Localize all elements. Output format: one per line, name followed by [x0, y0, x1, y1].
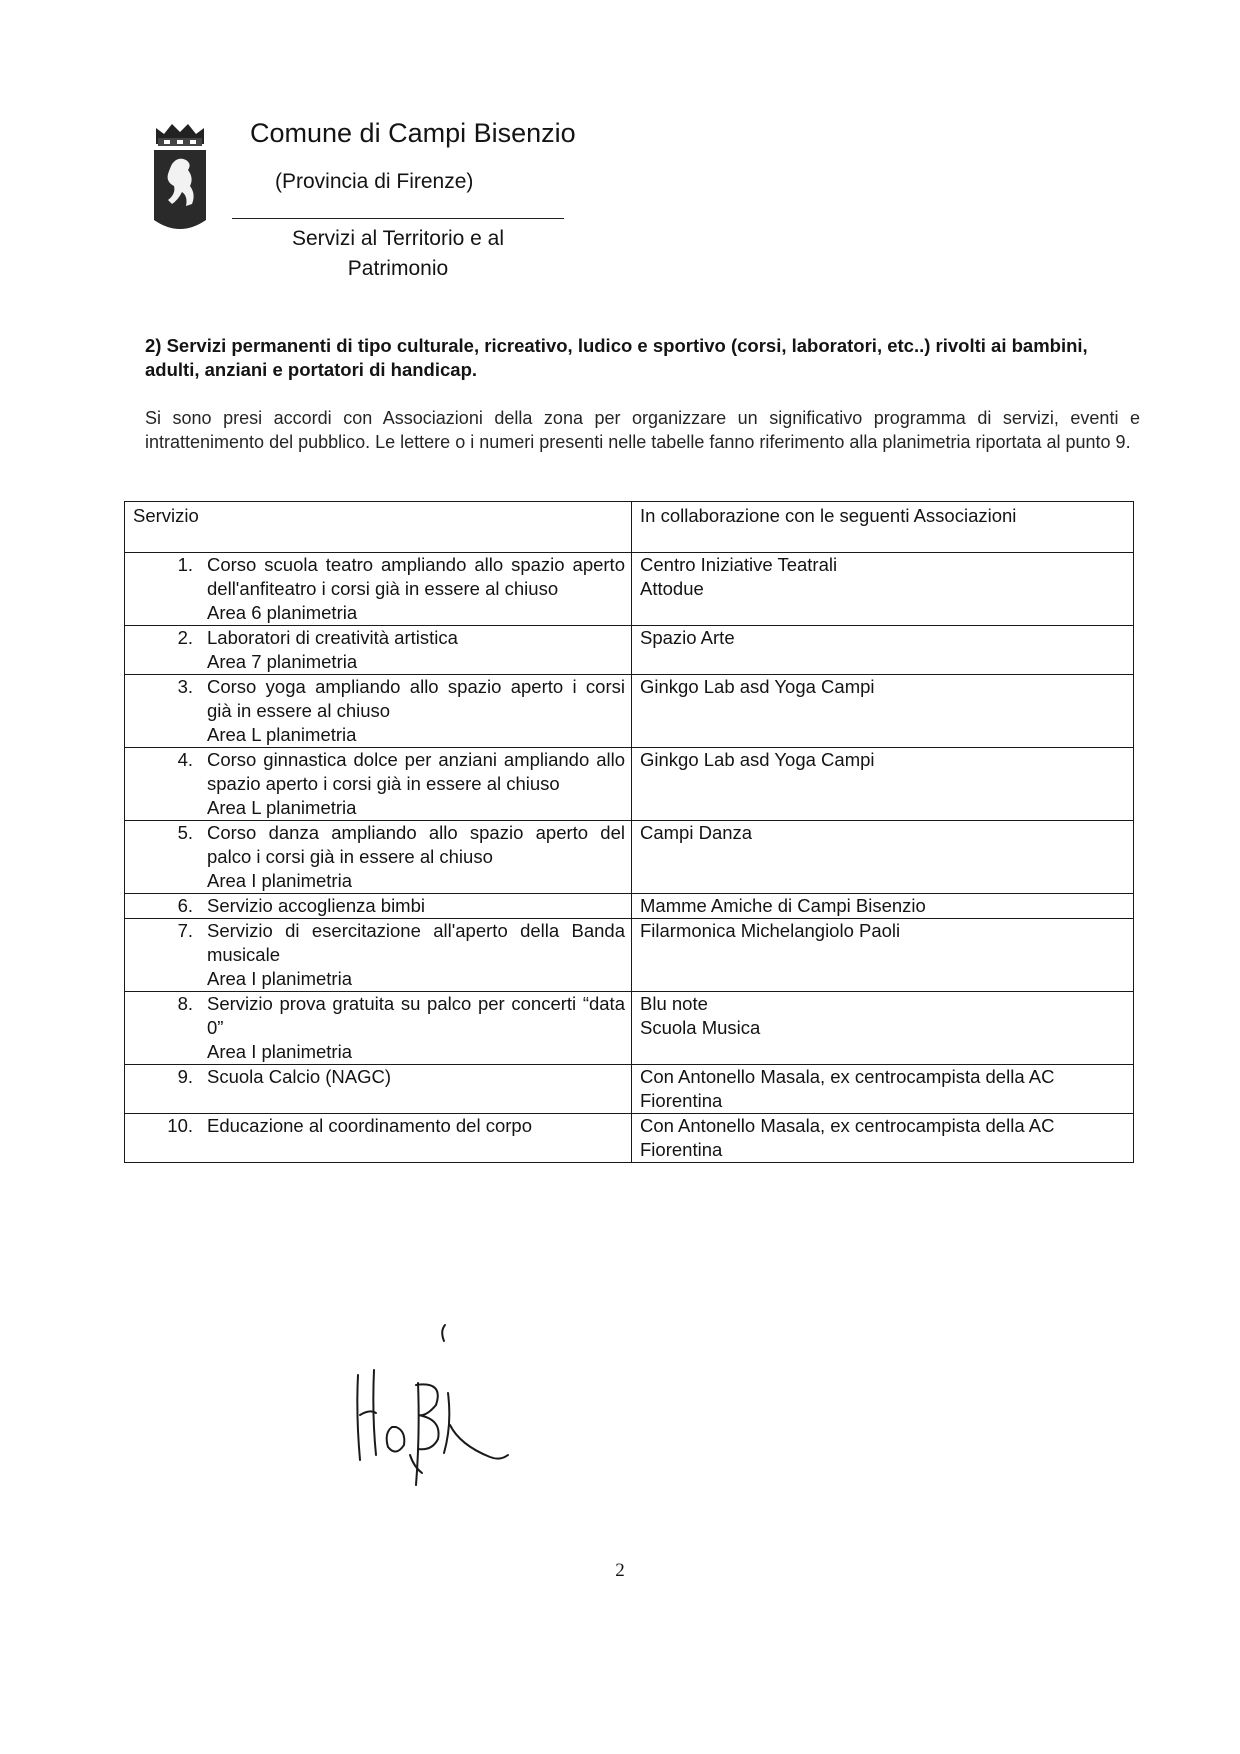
- service-cell: [125, 992, 632, 1065]
- table-row: [125, 553, 1134, 626]
- service-entry: [133, 894, 625, 918]
- service-text: Servizio accoglienza bimbi: [207, 895, 425, 916]
- association-cell: [632, 919, 1134, 992]
- association-cell: [632, 821, 1134, 894]
- service-description: [207, 1114, 625, 1138]
- service-entry: [133, 553, 625, 625]
- service-text: Servizio prova gratuita su palco per concerti “data 0”: [207, 993, 625, 1038]
- service-cell: [125, 675, 632, 748]
- service-entry: [133, 992, 625, 1064]
- association-name: Filarmonica Michelangiolo Paoli: [640, 920, 901, 941]
- service-number: 7.: [177, 920, 193, 941]
- department-line-1: Servizi al Territorio e al: [291, 227, 505, 250]
- services-table: [124, 501, 1134, 1163]
- table-header-row: [125, 502, 1134, 553]
- service-number: 6.: [177, 895, 193, 916]
- service-cell: [125, 748, 632, 821]
- service-entry: [133, 1114, 625, 1138]
- association-name: Con Antonello Masala, ex centrocampista della AC Fiorentina: [640, 1115, 1055, 1160]
- association-cell: [632, 748, 1134, 821]
- service-area: Area 6 planimetria: [207, 602, 358, 623]
- association-name: Campi Danza: [640, 822, 753, 843]
- association-name: Ginkgo Lab asd Yoga Campi: [640, 749, 875, 770]
- service-entry: [133, 821, 625, 893]
- header-divider: [232, 218, 564, 219]
- service-cell: [125, 919, 632, 992]
- service-number: 4.: [177, 749, 193, 770]
- association-name: Attodue: [640, 578, 704, 599]
- association-name: Con Antonello Masala, ex centrocampista della AC Fiorentina: [640, 1066, 1055, 1111]
- service-number: 1.: [177, 554, 193, 575]
- service-number: 3.: [177, 676, 193, 697]
- province-label: (Provincia di Firenze): [275, 170, 474, 193]
- service-text: Scuola Calcio (NAGC): [207, 1066, 392, 1087]
- municipal-crest-icon: [150, 120, 210, 240]
- department-line-2: Patrimonio: [347, 257, 449, 280]
- service-area: Area I planimetria: [207, 968, 352, 989]
- table-row: [125, 894, 1134, 919]
- service-entry: [133, 1065, 625, 1089]
- association-name: Ginkgo Lab asd Yoga Campi: [640, 676, 875, 697]
- service-number: 5.: [177, 822, 193, 843]
- service-area: Area L planimetria: [207, 797, 357, 818]
- service-description: [207, 1065, 625, 1089]
- service-cell: [125, 1065, 632, 1114]
- association-cell: [632, 894, 1134, 919]
- service-number: 8.: [177, 993, 193, 1014]
- service-cell: [125, 1114, 632, 1163]
- service-description: [207, 821, 625, 893]
- service-number: 2.: [177, 627, 193, 648]
- service-text: Laboratori di creatività artistica: [207, 627, 458, 648]
- header-service: Servizio: [125, 502, 632, 553]
- service-text: Corso danza ampliando allo spazio aperto del palco i corsi già in essere al chiuso: [207, 822, 625, 867]
- association-name: Scuola Musica: [640, 1017, 761, 1038]
- association-cell: [632, 675, 1134, 748]
- department-label: [232, 224, 564, 284]
- association-cell: [632, 553, 1134, 626]
- service-description: [207, 748, 625, 820]
- service-cell: [125, 553, 632, 626]
- table-row: [125, 992, 1134, 1065]
- table-row: [125, 1114, 1134, 1163]
- table-row: [125, 626, 1134, 675]
- service-text: Educazione al coordinamento del corpo: [207, 1115, 532, 1136]
- handwritten-signature: [340, 1315, 560, 1515]
- service-area: Area I planimetria: [207, 1041, 352, 1062]
- service-cell: [125, 894, 632, 919]
- service-number: 9.: [177, 1066, 193, 1087]
- association-name: Mamme Amiche di Campi Bisenzio: [640, 895, 926, 916]
- service-entry: [133, 919, 625, 991]
- service-area: Area L planimetria: [207, 724, 357, 745]
- table-row: [125, 748, 1134, 821]
- association-cell: [632, 1065, 1134, 1114]
- section-title: 2) Servizi permanenti di tipo culturale, ricreativo, ludico e sportivo (corsi, laboratori, etc..) rivolti ai bambini, adulti, anziani e portatori di handicap.: [145, 335, 1088, 380]
- municipality-title: Comune di Campi Bisenzio: [250, 118, 576, 148]
- service-text: Corso scuola teatro ampliando allo spazio aperto dell'anfiteatro i corsi già in essere al chiuso: [207, 554, 625, 599]
- service-text: Corso yoga ampliando allo spazio aperto i corsi già in essere al chiuso: [207, 676, 625, 721]
- table-row: [125, 919, 1134, 992]
- page-number: 2: [615, 1560, 625, 1581]
- service-number: 10.: [167, 1115, 193, 1136]
- association-name: Blu note: [640, 993, 708, 1014]
- intro-paragraph: Si sono presi accordi con Associazioni della zona per organizzare un significativo programma di servizi, eventi e intrattenimento del pubblico. Le lettere o i numeri presenti nelle tabelle fanno riferimento alla planimetria riportata al punto 9.: [145, 408, 1140, 452]
- association-cell: [632, 992, 1134, 1065]
- association-cell: [632, 626, 1134, 675]
- service-description: [207, 675, 625, 747]
- association-cell: [632, 1114, 1134, 1163]
- service-cell: [125, 626, 632, 675]
- header-associations: In collaborazione con le seguenti Associazioni: [632, 502, 1134, 553]
- service-text: Servizio di esercitazione all'aperto della Banda musicale: [207, 920, 625, 965]
- service-entry: [133, 748, 625, 820]
- service-description: [207, 894, 625, 918]
- service-entry: [133, 626, 625, 674]
- association-name: Spazio Arte: [640, 627, 735, 648]
- association-name: Centro Iniziative Teatrali: [640, 554, 838, 575]
- table-row: [125, 1065, 1134, 1114]
- service-description: [207, 992, 625, 1064]
- service-text: Corso ginnastica dolce per anziani ampliando allo spazio aperto i corsi già in essere al chiuso: [207, 749, 625, 794]
- table-row: [125, 821, 1134, 894]
- service-description: [207, 919, 625, 991]
- service-cell: [125, 821, 632, 894]
- table-row: [125, 675, 1134, 748]
- service-area: Area 7 planimetria: [207, 651, 358, 672]
- service-description: [207, 553, 625, 625]
- service-area: Area I planimetria: [207, 870, 352, 891]
- table-body: [125, 553, 1134, 1163]
- service-entry: [133, 675, 625, 747]
- service-description: [207, 626, 625, 674]
